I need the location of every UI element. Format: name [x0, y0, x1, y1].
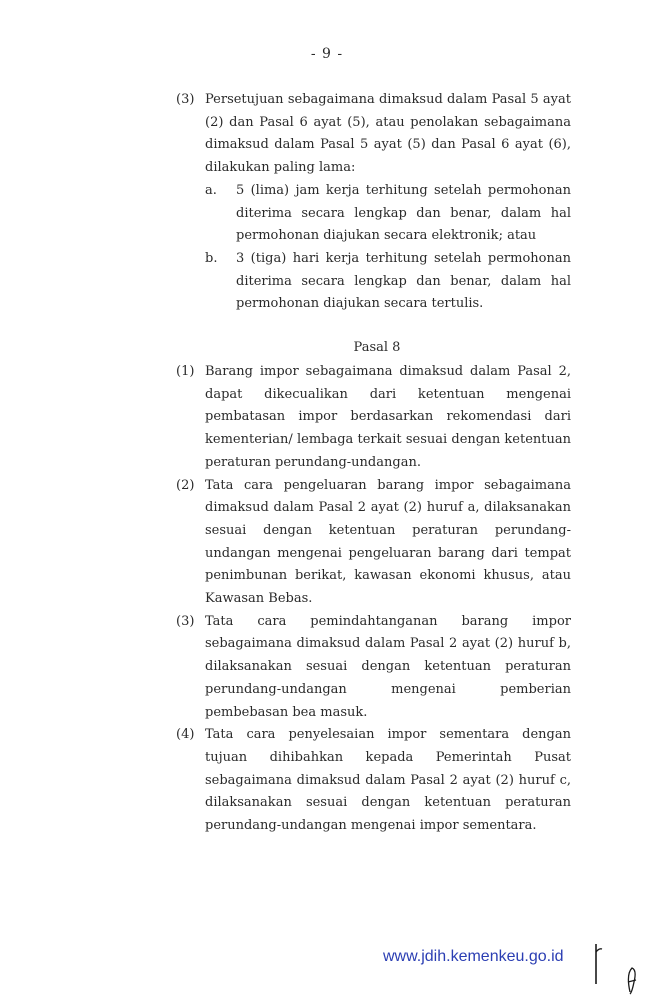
pasal7-item-3	[0, 89, 654, 316]
paraf-signature-icon	[590, 940, 640, 1000]
subitem-letter: b.	[205, 250, 218, 266]
pasal8-items	[0, 361, 654, 838]
subitem-text: 3 (tiga) hari kerja terhitung setelah permohonan diterima secara lengkap dan benar, dalam hal permohonan diajukan secara tertulis.	[236, 250, 571, 312]
pasal8-item-1	[0, 361, 654, 475]
website-link[interactable]: www.jdih.kemenkeu.go.id	[383, 948, 564, 965]
pasal8-item-3	[0, 611, 654, 725]
subitem-a	[0, 180, 654, 248]
item-text: Tata cara pemindahtanganan barang impor sebagaimana dimaksud dalam Pasal 2 ayat (2) huruf b, dilaksanakan sesuai dengan ketentuan peraturan perundang-undangan mengenai pemberian pembebasan bea masuk.	[205, 613, 571, 720]
page-number: - 9 -	[310, 46, 344, 62]
item-number: (4)	[176, 727, 195, 743]
pasal8-item-2	[0, 475, 654, 611]
subitem-b	[0, 248, 654, 316]
subitem-text: 5 (lima) jam kerja terhitung setelah permohonan diterima secara lengkap dan benar, dalam hal permohonan diajukan secara elektronik; atau	[236, 182, 571, 244]
item-text: Persetujuan sebagaimana dimaksud dalam Pasal 5 ayat (2) dan Pasal 6 ayat (5), atau penolakan sebagaimana dimaksud dalam Pasal 5 ayat (5) dan Pasal 6 ayat (6), dilakukan paling lama:	[205, 92, 571, 176]
subitem-letter: a.	[205, 182, 217, 198]
item-number: (3)	[176, 92, 195, 107]
pasal8-item-4	[0, 724, 654, 838]
item-text: Tata cara pengeluaran barang impor sebagaimana dimaksud dalam Pasal 2 ayat (2) huruf a, dilaksanakan sesuai dengan ketentuan peraturan perundang-undangan mengenai pengeluaran barang dari tempat penimbunan berikat, kawasan ekonomi khusus, atau Kawasan Bebas.	[205, 477, 571, 607]
item-text: Tata cara penyelesaian impor sementara dengan tujuan dihibahkan kepada Pemerintah Pusat sebagaimana dimaksud dalam Pasal 2 ayat (2) huruf c, dilaksanakan sesuai dengan ketentuan peraturan perundang-undangan mengenai impor sementara.	[205, 727, 571, 834]
item-text: Barang impor sebagaimana dimaksud dalam Pasal 2, dapat dikecualikan dari ketentuan mengenai pembatasan impor berdasarkan rekomendasi dari kementerian/ lembaga terkait sesuai dengan ketentuan peraturan perundang-undangan.	[205, 364, 571, 470]
pasal-8-title: Pasal 8	[353, 340, 401, 355]
item-number: (2)	[176, 477, 195, 493]
item-number: (1)	[176, 364, 195, 379]
item-number: (3)	[176, 613, 195, 629]
